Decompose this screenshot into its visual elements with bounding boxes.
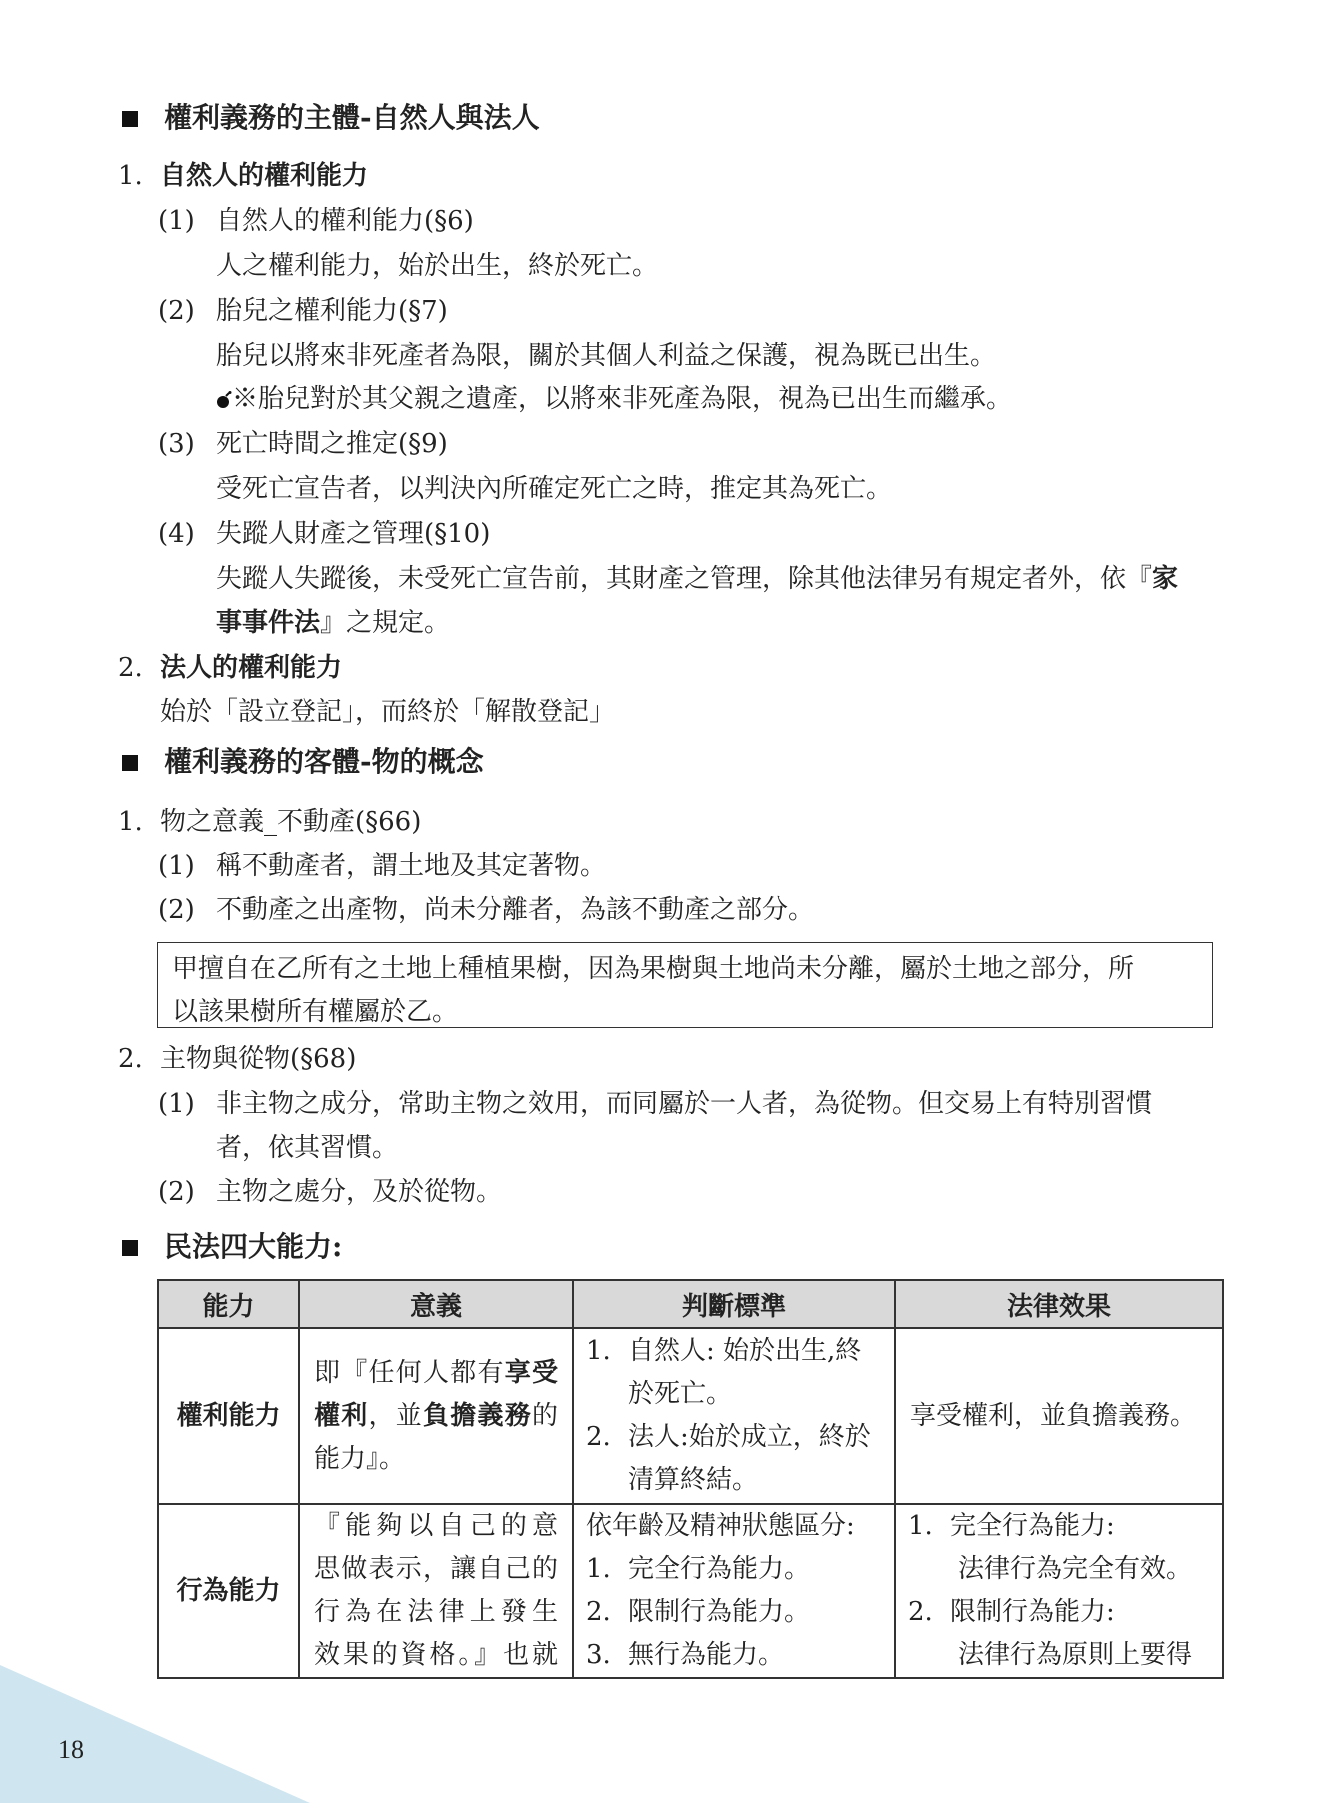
criteria-intro: 依年齡及精神狀態區分: — [586, 1511, 855, 1541]
meaning-line: 效果的資格。』也就 — [314, 1640, 558, 1670]
subitem-number: (2) — [158, 1177, 195, 1207]
list-text: 完全行為能力。 — [628, 1554, 811, 1584]
list-number: 1. — [908, 1511, 933, 1541]
list-text: 法律行為完全有效。 — [958, 1554, 1193, 1584]
list-text: 限制行為能力。 — [628, 1597, 811, 1627]
subitem-number: (3) — [158, 429, 195, 459]
list-item — [908, 1591, 1208, 1634]
list-number: 3. — [586, 1640, 611, 1670]
subitem-text: 胎兒以將來非死產者為限，關於其個人利益之保護，視為既已出生。 — [216, 341, 997, 371]
criteria-cell — [573, 1504, 895, 1678]
list-number: 1. — [586, 1554, 611, 1584]
item-title: 法人的權利能力 — [160, 653, 343, 683]
subitem-number: (2) — [158, 895, 195, 925]
meaning-line: 『能夠以自己的意 — [314, 1511, 558, 1541]
emphasis: 享受 — [504, 1357, 558, 1388]
example-line: 以該果樹所有權屬於乙。 — [172, 997, 459, 1027]
page-number: 18 — [58, 1735, 84, 1764]
list-text: 法人:始於成立，終於 — [628, 1422, 871, 1452]
law-name: 家 — [1152, 564, 1179, 594]
text-part: 』之規定。 — [320, 608, 451, 638]
list-number: 1. — [586, 1336, 611, 1366]
list-text: 完全行為能力: — [950, 1511, 1115, 1541]
list-text: 清算終結。 — [628, 1465, 759, 1495]
column-header: 能力 — [158, 1280, 299, 1328]
column-header: 判斷標準 — [573, 1280, 895, 1328]
meaning-line — [314, 1352, 558, 1395]
list-text: 自然人: 始於出生,終 — [628, 1336, 862, 1366]
subitem-title: 胎兒之權利能力(§7) — [216, 296, 448, 326]
item-number: 1. — [118, 807, 143, 837]
subitem-number: (1) — [158, 1089, 195, 1119]
list-number: 2. — [908, 1597, 933, 1627]
item-title: 物之意義_不動產(§66) — [160, 807, 422, 837]
text-part: 失蹤人失蹤後，未受死亡宣告前，其財產之管理，除其他法律另有規定者外，依『 — [216, 564, 1153, 594]
subitem-text: 受死亡宣告者，以判決內所確定死亡之時，推定其為死亡。 — [216, 474, 893, 504]
meaning-line: 行為在法律上發生 — [314, 1597, 558, 1627]
list-item — [586, 1548, 880, 1591]
emphasis: 權利 — [314, 1400, 369, 1431]
section-title: 權利義務的客體-物的概念 — [164, 745, 484, 778]
subitem-text: 不動產之出產物，尚未分離者，為該不動產之部分。 — [216, 895, 815, 925]
subitem-number: (1) — [158, 851, 195, 881]
item-number: 1. — [118, 161, 143, 191]
subitem-text: 者，依其習慣。 — [216, 1133, 399, 1163]
list-text: 無行為能力。 — [628, 1640, 785, 1670]
list-item — [586, 1591, 880, 1634]
list-item — [586, 1416, 880, 1459]
item-number: 2. — [118, 653, 143, 683]
section-title: 民法四大能力: — [164, 1230, 343, 1263]
meaning-line: 思做表示，讓自己的 — [314, 1554, 558, 1584]
list-item — [586, 1330, 880, 1373]
list-number: 2. — [586, 1422, 611, 1452]
row-header: 權利能力 — [158, 1328, 299, 1504]
column-header: 意義 — [299, 1280, 573, 1328]
bomb-icon — [216, 391, 232, 409]
abilities-table — [157, 1279, 1224, 1679]
section-square-bullet — [122, 111, 138, 127]
subitem-title: 自然人的權利能力(§6) — [216, 206, 474, 236]
subitem-title: 失蹤人財產之管理(§10) — [216, 519, 491, 549]
list-text: 限制行為能力: — [950, 1597, 1115, 1627]
meaning-line — [314, 1395, 558, 1438]
effect-cell — [895, 1504, 1223, 1678]
text-part: 的 — [531, 1400, 558, 1431]
example-line: 甲擅自在乙所有之土地上種植果樹，因為果樹與土地尚未分離，屬於土地之部分，所 — [172, 954, 1135, 984]
subitem-text — [216, 563, 1178, 595]
effect-cell: 享受權利，並負擔義務。 — [895, 1328, 1223, 1504]
subitem-text: 非主物之成分，常助主物之效用，而同屬於一人者，為從物。但交易上有特別習慣 — [216, 1089, 1153, 1119]
subitem-title: 死亡時間之推定(§9) — [216, 429, 448, 459]
table-row — [158, 1504, 1223, 1678]
section-square-bullet — [122, 755, 138, 771]
table-row — [158, 1328, 1223, 1504]
column-header: 法律效果 — [895, 1280, 1223, 1328]
text-part: 即『任何人都有 — [314, 1357, 505, 1388]
list-text: 法律行為原則上要得 — [958, 1640, 1193, 1670]
item-number: 2. — [118, 1044, 143, 1074]
meaning-cell — [299, 1328, 573, 1504]
meaning-line: 能力』。 — [314, 1443, 406, 1474]
subitem-number: (4) — [158, 519, 195, 549]
subitem-number: (2) — [158, 296, 195, 326]
item-text: 始於「設立登記」，而終於「解散登記」 — [160, 697, 616, 727]
row-header: 行為能力 — [158, 1504, 299, 1678]
subitem-text: 稱不動產者，謂土地及其定著物。 — [216, 851, 607, 881]
emphasis: 負擔義務 — [423, 1400, 532, 1431]
law-name: 事事件法 — [216, 608, 321, 638]
meaning-cell — [299, 1504, 573, 1678]
note-line — [216, 383, 1012, 415]
section-title: 權利義務的主體-自然人與法人 — [164, 101, 540, 134]
section-square-bullet — [122, 1240, 138, 1256]
subitem-text: 主物之處分，及於從物。 — [216, 1177, 503, 1207]
list-item — [586, 1634, 880, 1677]
subitem-number: (1) — [158, 206, 195, 236]
text-part: ，並 — [368, 1400, 423, 1431]
subitem-text: 人之權利能力，始於出生，終於死亡。 — [216, 251, 659, 281]
item-title: 自然人的權利能力 — [160, 161, 369, 191]
subitem-text — [216, 607, 450, 639]
item-title: 主物與從物(§68) — [160, 1044, 357, 1074]
note-text: ※胎兒對於其父親之遺產，以將來非死產為限，視為已出生而繼承。 — [232, 384, 1013, 414]
criteria-cell — [573, 1328, 895, 1504]
table-header-row — [158, 1280, 1223, 1328]
list-text: 於死亡。 — [628, 1379, 733, 1409]
list-item — [908, 1505, 1208, 1548]
list-number: 2. — [586, 1597, 611, 1627]
